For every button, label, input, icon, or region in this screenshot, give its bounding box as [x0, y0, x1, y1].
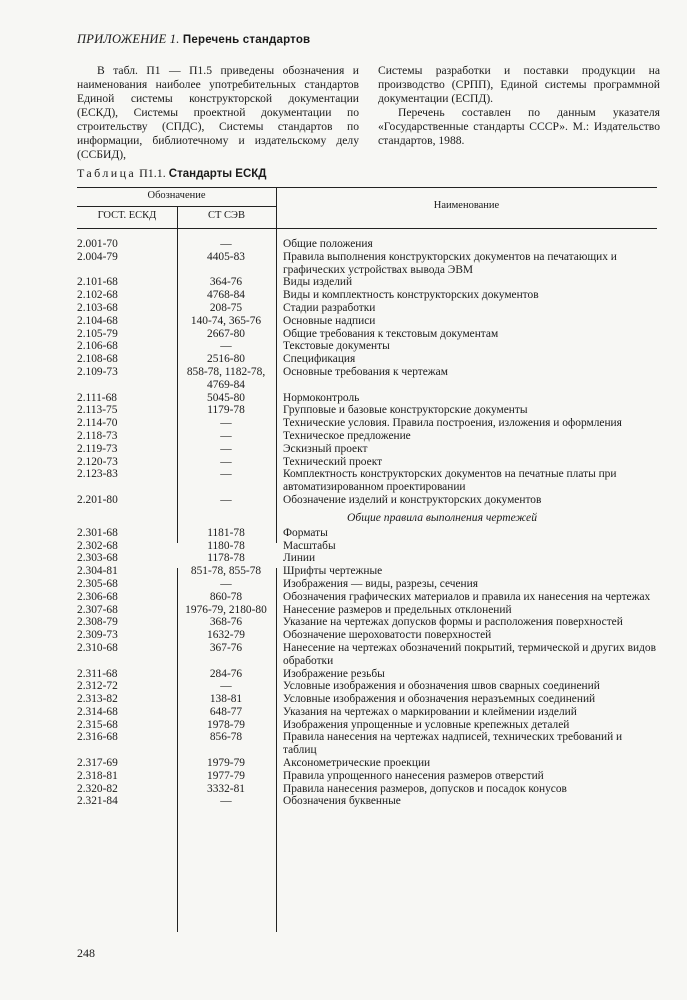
name-cell: Общие требования к текстовым документам — [283, 327, 499, 340]
table-row — [77, 616, 657, 629]
name-cell: Изображения — виды, разрезы, сечения — [283, 577, 478, 590]
name-cell: Нормоконтроль — [283, 391, 360, 404]
st-sev-cell: 364-76 — [209, 276, 243, 289]
name-cell: Указание на чертежах допусков формы и расположения поверхностей — [283, 616, 623, 629]
st-sev-cell: 2667-80 — [207, 327, 245, 340]
st-sev-cell: 1180-78 — [207, 539, 245, 552]
gost-cell: 2.316-68 — [77, 731, 118, 744]
table-caption-title: Стандарты ЕСКД — [168, 168, 267, 180]
table-row — [77, 289, 657, 302]
table-row — [77, 693, 657, 706]
name-cell: Правила нанесения на чертежах надписей, технических требований и таблиц — [283, 731, 623, 757]
gost-cell: 2.313-82 — [77, 693, 118, 706]
table-row — [77, 731, 657, 757]
table-row — [77, 642, 657, 668]
st-sev-cell: 1179-78 — [207, 404, 245, 417]
st-sev-cell: 851-78, 855-78 — [190, 565, 262, 578]
name-cell: Обозначения графических материалов и правила их нанесения на чертежах — [283, 590, 651, 603]
name-cell: Условные изображения и обозначения швов сварных соединений — [283, 680, 600, 693]
name-cell: Обозначение изделий и конструкторских документов — [283, 493, 542, 506]
st-sev-cell: 856-78 — [209, 731, 243, 744]
table-rows-eskd — [77, 238, 657, 507]
header-name: Наименование — [433, 200, 500, 211]
table-row — [77, 468, 657, 494]
gost-cell: 2.111-68 — [77, 391, 117, 404]
gost-cell: 2.103-68 — [77, 301, 118, 314]
st-sev-cell: 1178-78 — [207, 552, 245, 565]
name-cell: Комплектность конструкторских документов на печатные платы при автоматизированном проектировании — [283, 468, 617, 494]
table-row — [77, 565, 657, 578]
table-row — [77, 443, 657, 456]
gost-cell: 2.105-79 — [77, 327, 118, 340]
st-sev-cell: 368-76 — [209, 616, 243, 629]
st-sev-cell: 1978-79 — [207, 718, 245, 731]
table-row — [77, 340, 657, 353]
header-bottom-rule — [77, 228, 657, 229]
st-sev-cell: 1632-79 — [207, 629, 245, 642]
name-cell: Масштабы — [283, 539, 336, 552]
gost-cell: 2.309-73 — [77, 629, 118, 642]
gost-cell: 2.312-72 — [77, 680, 118, 693]
st-sev-cell: 1977-79 — [207, 769, 245, 782]
page-number: 248 — [77, 946, 95, 960]
st-sev-cell: — — [220, 680, 232, 693]
name-cell: Нанесение размеров и предельных отклонений — [283, 603, 512, 616]
table-row — [77, 366, 657, 392]
name-cell: Правила выполнения конструкторских документов на печатающих и графических устройствах вывода ЭВМ — [283, 250, 617, 276]
table-row — [77, 456, 657, 469]
intro-right-column — [378, 64, 660, 148]
name-cell: Эскизный проект — [283, 442, 368, 455]
table-row — [77, 430, 657, 443]
name-cell: Групповые и базовые конструкторские документы — [283, 404, 528, 417]
st-sev-cell: — — [220, 238, 232, 250]
header-gost: ГОСТ. ЕСКД — [97, 210, 157, 221]
gost-cell: 2.104-68 — [77, 314, 118, 327]
table-row — [77, 591, 657, 604]
gost-cell: 2.308-79 — [77, 616, 118, 629]
name-cell: Изображения упрощенные и условные крепежных деталей — [283, 718, 570, 731]
name-cell: Технические условия. Правила построения, изложения и оформления — [283, 417, 622, 430]
gost-cell: 2.120-73 — [77, 455, 118, 468]
name-cell: Виды и комплектность конструкторских документов — [283, 289, 539, 302]
table-body — [77, 238, 657, 808]
st-sev-cell: 5045-80 — [207, 391, 245, 404]
table-row — [77, 527, 657, 540]
name-cell: Нанесение на чертежах обозначений покрытий, термической и других видов обработки — [283, 641, 656, 667]
intro-left-column — [77, 64, 359, 162]
gost-cell: 2.304-81 — [77, 565, 118, 578]
appendix-label: ПРИЛОЖЕНИЕ 1. — [77, 32, 180, 46]
st-sev-cell: — — [220, 429, 232, 442]
st-sev-cell: 1181-78 — [207, 526, 245, 539]
table-caption-number: П1.1. — [139, 166, 166, 180]
gost-cell: 2.311-68 — [77, 667, 118, 680]
table-row — [77, 552, 657, 565]
gost-cell: 2.114-70 — [77, 417, 118, 430]
st-sev-cell: — — [220, 493, 232, 506]
name-cell: Правила упрощенного нанесения размеров отверстий — [283, 769, 544, 782]
name-cell: Техническое предложение — [283, 429, 411, 442]
table-row — [77, 353, 657, 366]
gost-cell: 2.315-68 — [77, 718, 118, 731]
name-cell: Технический проект — [283, 455, 383, 468]
gost-cell: 2.001-70 — [77, 238, 118, 250]
st-sev-cell: 208-75 — [209, 301, 243, 314]
table-row — [77, 417, 657, 430]
gost-cell: 2.119-73 — [77, 442, 118, 455]
gost-cell: 2.314-68 — [77, 705, 118, 718]
name-cell: Указания на чертежах о маркировании и клеймении изделий — [283, 705, 577, 718]
name-cell: Обозначение шероховатости поверхностей — [283, 629, 492, 642]
gost-cell: 2.321-84 — [77, 795, 118, 808]
name-cell: Виды изделий — [283, 276, 353, 289]
name-cell: Аксонометрические проекции — [283, 757, 431, 770]
name-cell: Условные изображения и обозначения неразъемных соединений — [283, 693, 596, 706]
table-row — [77, 540, 657, 553]
st-sev-cell: 140-74, 365-76 — [190, 314, 262, 327]
st-sev-cell: 860-78 — [209, 590, 243, 603]
gost-cell: 2.004-79 — [77, 250, 118, 263]
st-sev-cell: 4405-83 — [207, 250, 245, 263]
gost-cell: 2.108-68 — [77, 353, 118, 366]
name-cell: Линии — [283, 552, 316, 565]
page-heading — [77, 32, 310, 47]
table-row — [77, 404, 657, 417]
name-cell: Спецификация — [283, 353, 356, 366]
st-sev-cell: 2516-80 — [207, 353, 245, 366]
table-row — [77, 494, 657, 507]
gost-cell: 2.317-69 — [77, 757, 118, 770]
table-rows-drawings — [77, 527, 657, 809]
st-sev-cell: — — [220, 442, 232, 455]
table-row — [77, 719, 657, 732]
header-group: Обозначение — [147, 190, 206, 201]
table-row — [77, 629, 657, 642]
gost-cell: 2.305-68 — [77, 577, 118, 590]
st-sev-cell: — — [220, 340, 232, 353]
table-row — [77, 668, 657, 681]
gost-cell: 2.303-68 — [77, 552, 118, 565]
intro-paragraph: В табл. П1 — П1.5 приведены обозначения и наименования наиболее употребительных стандартов Единой системы конструкторской документации (ЕСКД), Системы проектной документации по строительству (СПДС), Системы стандартов по информации, библиотечному и издательскому делу (ССБИД), — [77, 64, 359, 161]
table-row — [77, 315, 657, 328]
table-row — [77, 770, 657, 783]
st-sev-cell: 1976-79, 2180-80 — [185, 603, 267, 616]
gost-cell: 2.301-68 — [77, 526, 118, 539]
header-st-sev: СТ СЭВ — [208, 210, 245, 221]
name-cell: Правила нанесения размеров, допусков и посадок конусов — [283, 782, 567, 795]
table-row — [77, 328, 657, 341]
intro-continuation: Системы разработки и поставки продукции на производство (СРПП), Единой системы программной документации (ЕСПД). — [378, 64, 660, 105]
table-row — [77, 392, 657, 405]
gost-cell: 2.123-83 — [77, 468, 118, 481]
table-row — [77, 783, 657, 796]
table-row — [77, 680, 657, 693]
st-sev-cell: 1979-79 — [207, 757, 245, 770]
table-row — [77, 604, 657, 617]
appendix-title: Перечень стандартов — [182, 34, 311, 46]
gost-cell: 2.320-82 — [77, 782, 118, 795]
name-cell: Основные надписи — [283, 314, 376, 327]
st-sev-cell: 284-76 — [209, 667, 243, 680]
gost-cell: 2.102-68 — [77, 289, 118, 302]
name-cell: Шрифты чертежные — [283, 565, 383, 578]
gost-cell: 2.307-68 — [77, 603, 118, 616]
name-cell: Форматы — [283, 526, 328, 539]
table-row — [77, 757, 657, 770]
gost-cell: 2.113-75 — [77, 404, 118, 417]
section-title: Общие правила выполнения чертежей — [346, 510, 537, 524]
table-row — [77, 578, 657, 591]
table-row — [77, 238, 657, 251]
name-cell: Изображение резьбы — [283, 667, 385, 680]
table-row — [77, 302, 657, 315]
gost-cell: 2.302-68 — [77, 539, 118, 552]
source-paragraph: Перечень составлен по данным указателя «Государственные стандарты СССР». М.: Издательство стандартов, 1988. — [378, 106, 660, 147]
st-sev-cell: 648-77 — [209, 705, 243, 718]
table-row — [77, 795, 657, 808]
table-row — [77, 276, 657, 289]
gost-cell: 2.101-68 — [77, 276, 118, 289]
table-caption-prefix: Таблица — [77, 166, 137, 180]
st-sev-cell: 858-78, 1182-78, 4769-84 — [186, 365, 266, 391]
st-sev-cell: — — [220, 417, 232, 430]
st-sev-cell: 3332-81 — [207, 782, 245, 795]
st-sev-cell: — — [220, 468, 232, 481]
st-sev-cell: — — [220, 455, 232, 468]
st-sev-cell: 367-76 — [209, 641, 243, 654]
table-row — [77, 251, 657, 277]
table-caption — [77, 166, 266, 181]
gost-cell: 2.310-68 — [77, 641, 118, 654]
gost-cell: 2.106-68 — [77, 340, 118, 353]
table-top-rule — [77, 187, 657, 188]
gost-cell: 2.201-80 — [77, 493, 118, 506]
name-cell: Стадии разработки — [283, 301, 376, 314]
name-cell: Общие положения — [283, 238, 373, 250]
gost-cell: 2.318-81 — [77, 769, 118, 782]
st-sev-cell: 138-81 — [209, 693, 243, 706]
st-sev-cell: 4768-84 — [207, 289, 245, 302]
name-cell: Обозначения буквенные — [283, 795, 401, 808]
st-sev-cell: — — [220, 795, 232, 808]
name-cell: Текстовые документы — [283, 340, 390, 353]
gost-cell: 2.118-73 — [77, 429, 118, 442]
st-sev-cell: — — [220, 577, 232, 590]
table-row — [77, 706, 657, 719]
gost-cell: 2.109-73 — [77, 365, 118, 378]
gost-cell: 2.306-68 — [77, 590, 118, 603]
name-cell: Основные требования к чертежам — [283, 365, 448, 378]
